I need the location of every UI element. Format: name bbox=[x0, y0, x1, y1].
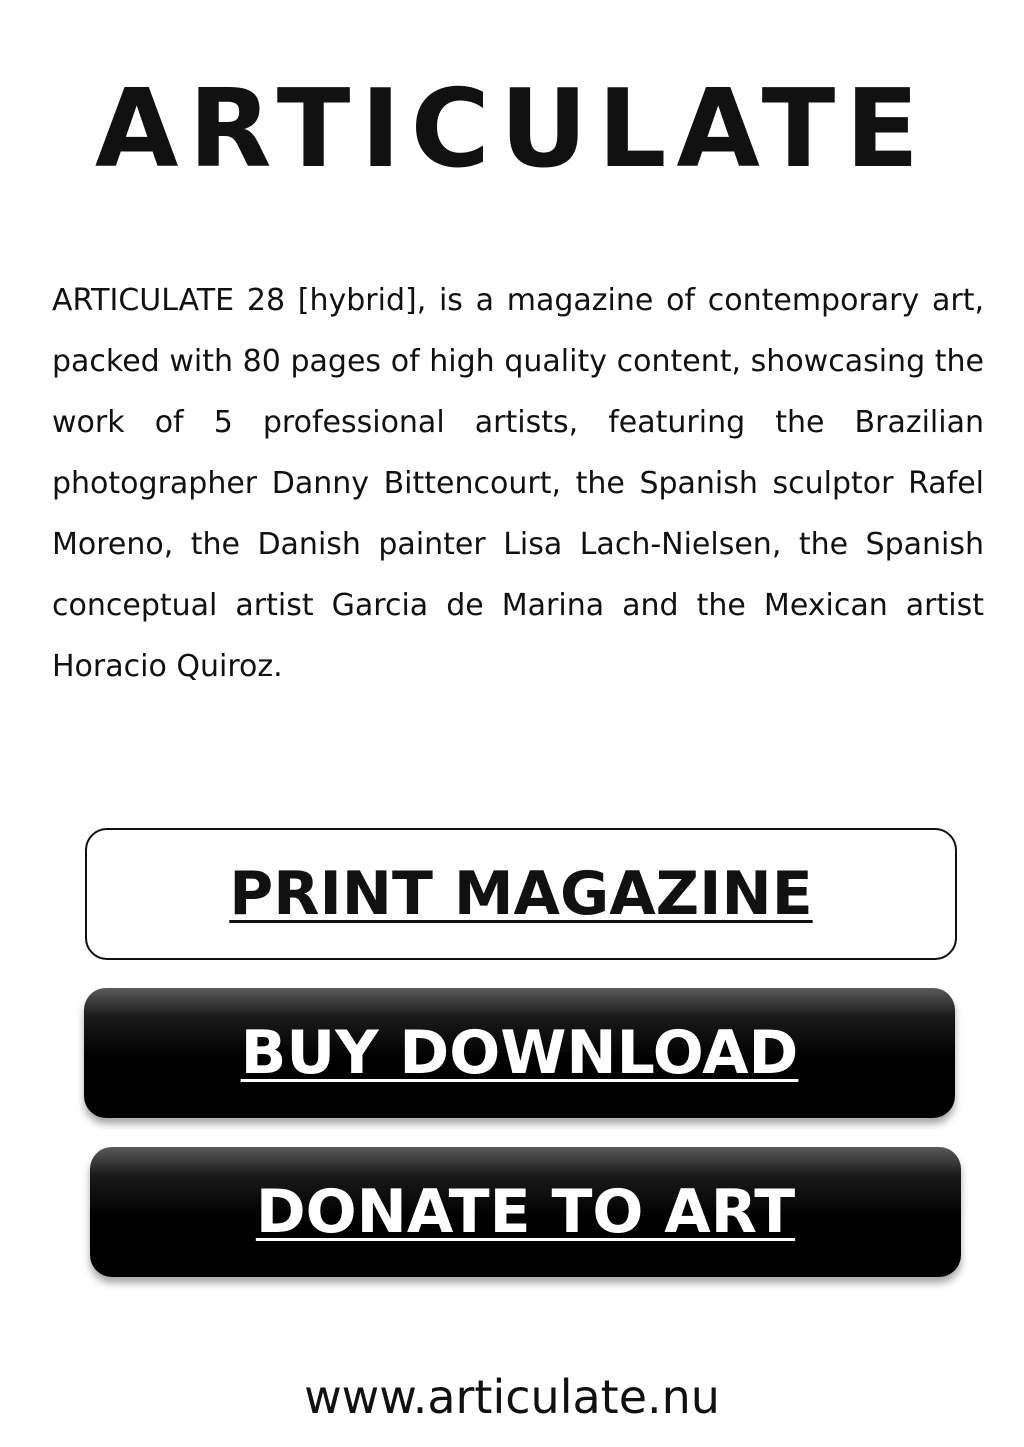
magazine-description: ARTICULATE 28 [hybrid], is a magazine of contemporary art, packed with 80 pages of high quality content, showcasing the work of 5 professional artists, featuring the Brazilian photographer Danny Bittencourt, the Spanish sculptor Rafel Moreno, the Danish painter Lisa Lach-Nielsen, the Spanish conceptual artist Garcia de Marina and the Mexican artist Horacio Quiroz. bbox=[52, 283, 984, 684]
print-magazine-button[interactable]: PRINT MAGAZINE bbox=[85, 828, 957, 960]
donate-to-art-button[interactable]: DONATE TO ART bbox=[90, 1147, 961, 1277]
website-link[interactable]: www.articulate.nu bbox=[304, 1370, 720, 1424]
magazine-logo: ARTICULATE bbox=[94, 67, 930, 192]
buy-download-button[interactable]: BUY DOWNLOAD bbox=[84, 988, 955, 1118]
